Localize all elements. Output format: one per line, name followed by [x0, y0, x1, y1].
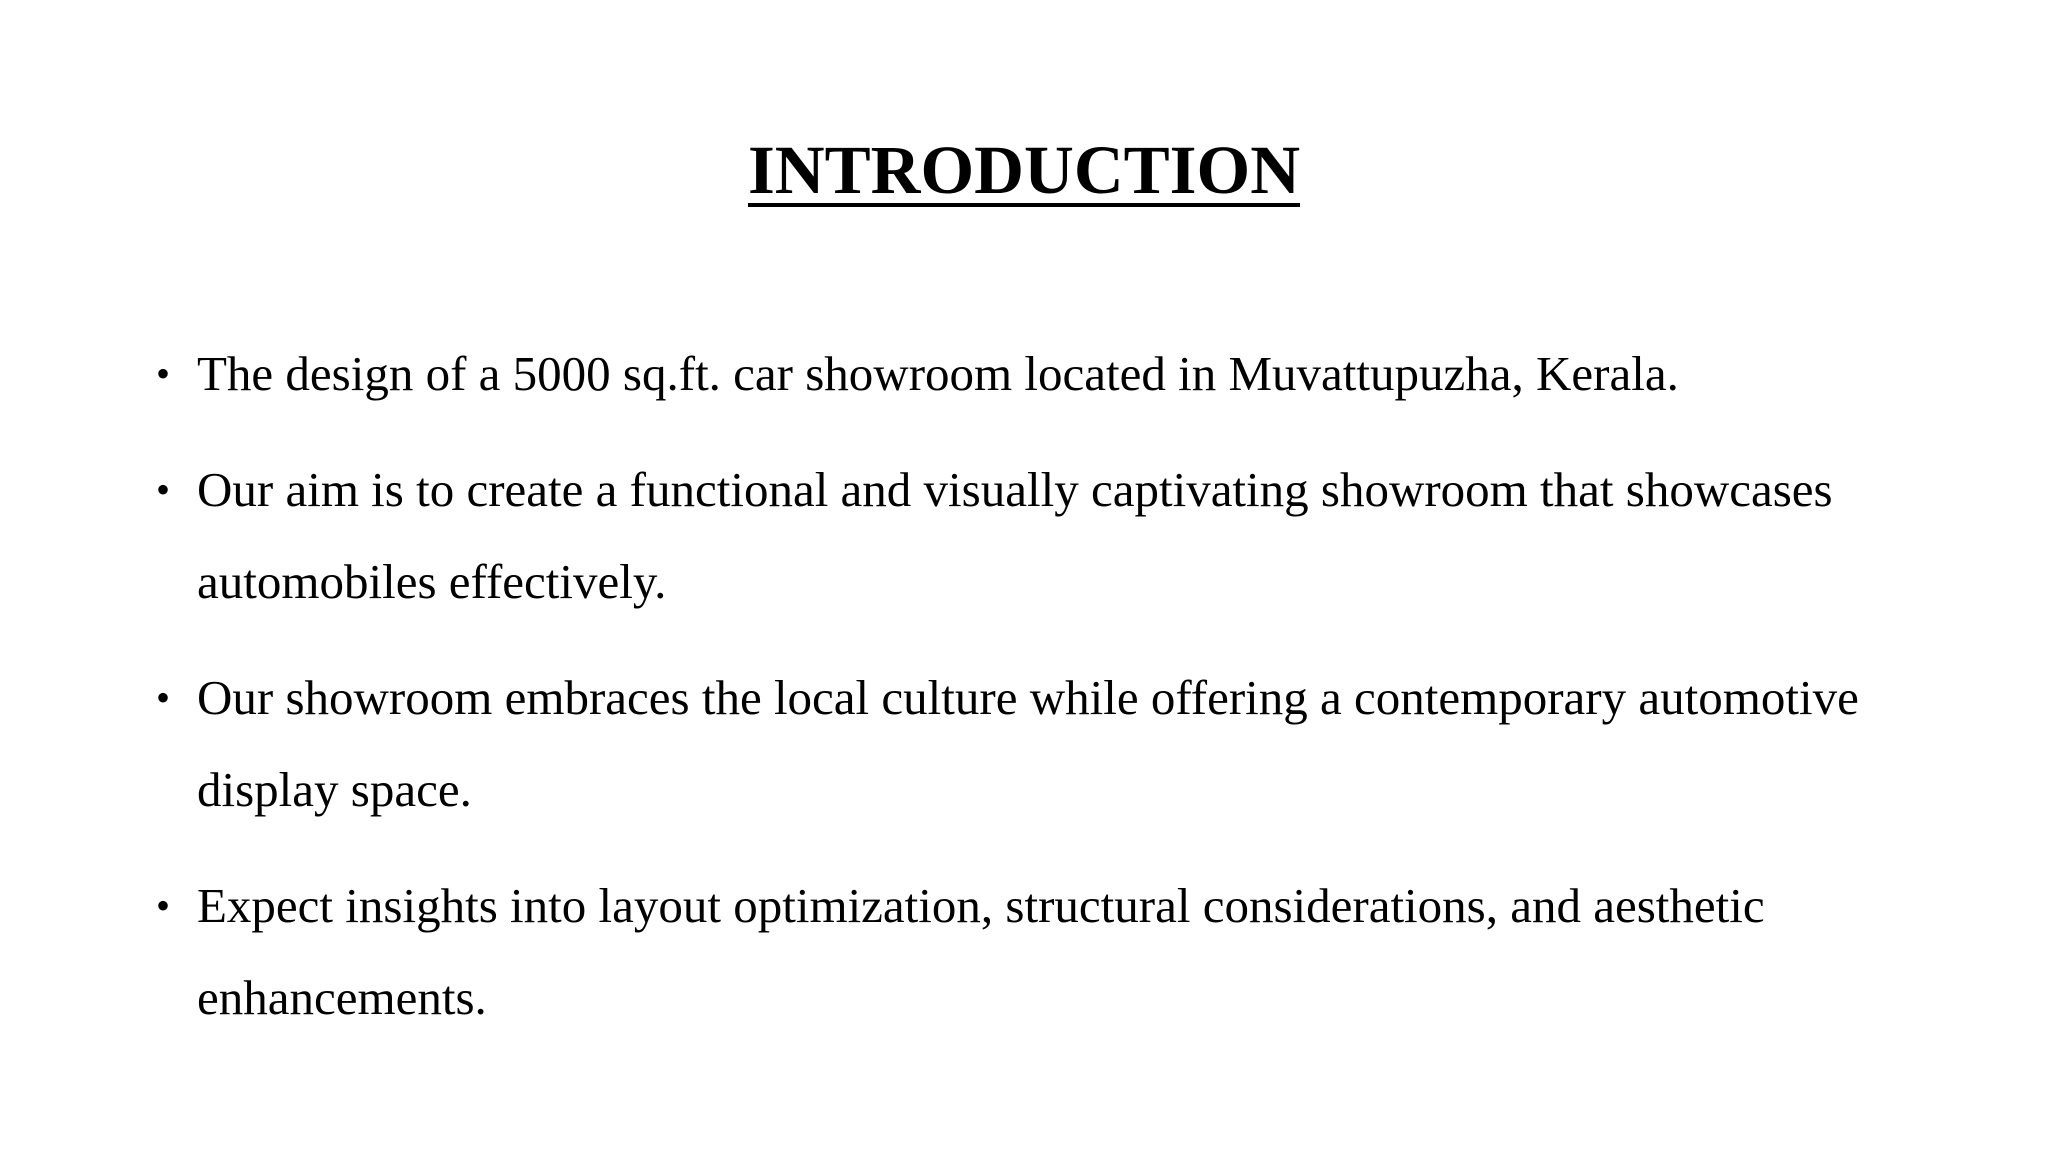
bullet-dot-icon: •	[156, 883, 171, 928]
bullet-list	[150, 328, 1970, 1068]
bullet-item	[150, 652, 1970, 836]
bullet-dot-icon: •	[156, 675, 171, 720]
bullet-dot-icon: •	[156, 467, 171, 512]
bullet-text: Our aim is to create a functional and visually captivating showroom that showcases automobiles effectively.	[197, 462, 1833, 609]
bullet-item	[150, 860, 1970, 1044]
bullet-item	[150, 444, 1970, 628]
bullet-text: Expect insights into layout optimization, structural considerations, and aesthetic enhancements.	[197, 878, 1765, 1025]
slide-title	[0, 128, 2048, 212]
bullet-item	[150, 328, 1970, 420]
bullet-text: Our showroom embraces the local culture while offering a contemporary automotive display space.	[197, 670, 1859, 817]
bullet-text: The design of a 5000 sq.ft. car showroom located in Muvattupuzha, Kerala.	[197, 346, 1679, 401]
slide-title-text: INTRODUCTION	[747, 132, 1301, 208]
bullet-dot-icon: •	[156, 351, 171, 396]
